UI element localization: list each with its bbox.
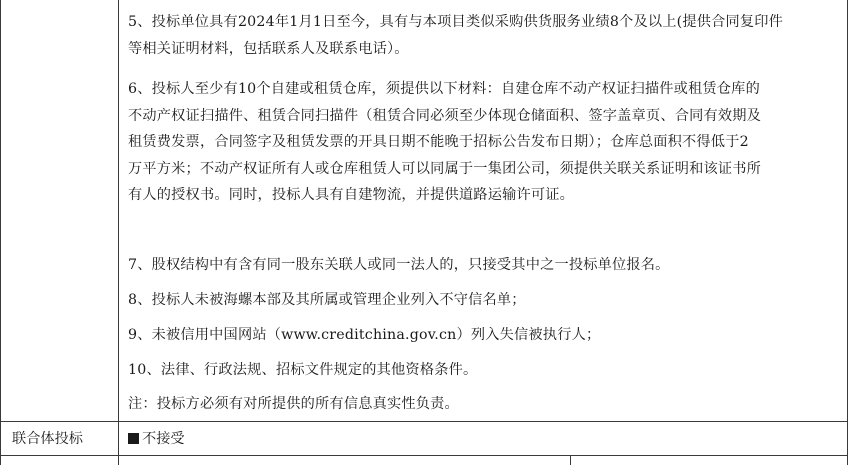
consortium-value-cell — [128, 429, 185, 449]
table-row-divider — [0, 421, 848, 422]
requirements-list — [128, 9, 834, 62]
requirement-6-line-3: 租赁费发票，合同签字及租赁发票的开具日期不能晚于招标公告发布日期）；仓库总面积不得低于2 — [128, 134, 749, 150]
requirement-8 — [128, 287, 834, 314]
filled-square-icon — [128, 433, 139, 444]
table-left-border — [0, 0, 1, 465]
requirement-10-text: 10、法律、行政法规、招标文件规定的其他资格条件。 — [128, 362, 478, 378]
requirement-5-line-1: 5、投标单位具有2024年1月1日至今，具有与本项目类似采购供货服务业绩8个及以上(提供合同复印件 — [128, 14, 784, 30]
requirement-6-line-1: 6、投标人至少有10个自建或租赁仓库，须提供以下材料：自建仓库不动产权证扫描件或租赁仓库的 — [128, 81, 760, 97]
requirement-9-text: 9、未被信用中国网站（www.creditchina.gov.cn）列入失信被执行人； — [128, 327, 601, 343]
requirement-5-line-2: 等相关证明材料，包括联系人及联系电话）。 — [128, 40, 409, 57]
requirement-6 — [128, 76, 834, 209]
requirements-note — [128, 391, 834, 418]
requirement-9 — [128, 322, 834, 349]
requirement-6-line-4: 万平方米；不动产权证所有人或仓库租赁人可以同属于一集团公司，须提供关联关系证明和该证书所 — [128, 160, 762, 177]
requirement-8-text: 8、投标人未被海螺本部及其所属或管理企业列入不守信名单； — [128, 292, 526, 308]
note-text: 注：投标方必须有对所提供的所有信息真实性负责。 — [128, 396, 459, 412]
table-bottom-row-divider — [570, 456, 571, 465]
table-row-divider — [0, 455, 848, 456]
requirement-10 — [128, 357, 834, 384]
requirement-7-text: 7、股权结构中有含有同一股东关联人或同一法人的，只接受其中之一投标单位报名。 — [128, 257, 670, 273]
consortium-value: 不接受 — [142, 431, 185, 447]
requirement-6-line-5: 有人的授权书。同时，投标人具有自建物流，并提供道路运输许可证。 — [128, 187, 575, 203]
requirement-6-line-2: 不动产权证扫描件、租赁合同扫描件（租赁合同必须至少体现仓储面积、签字盖章页、合同有效期及 — [128, 107, 762, 124]
consortium-label: 联合体投标 — [12, 431, 83, 447]
requirement-7 — [128, 252, 834, 279]
table-column-divider — [118, 0, 119, 465]
